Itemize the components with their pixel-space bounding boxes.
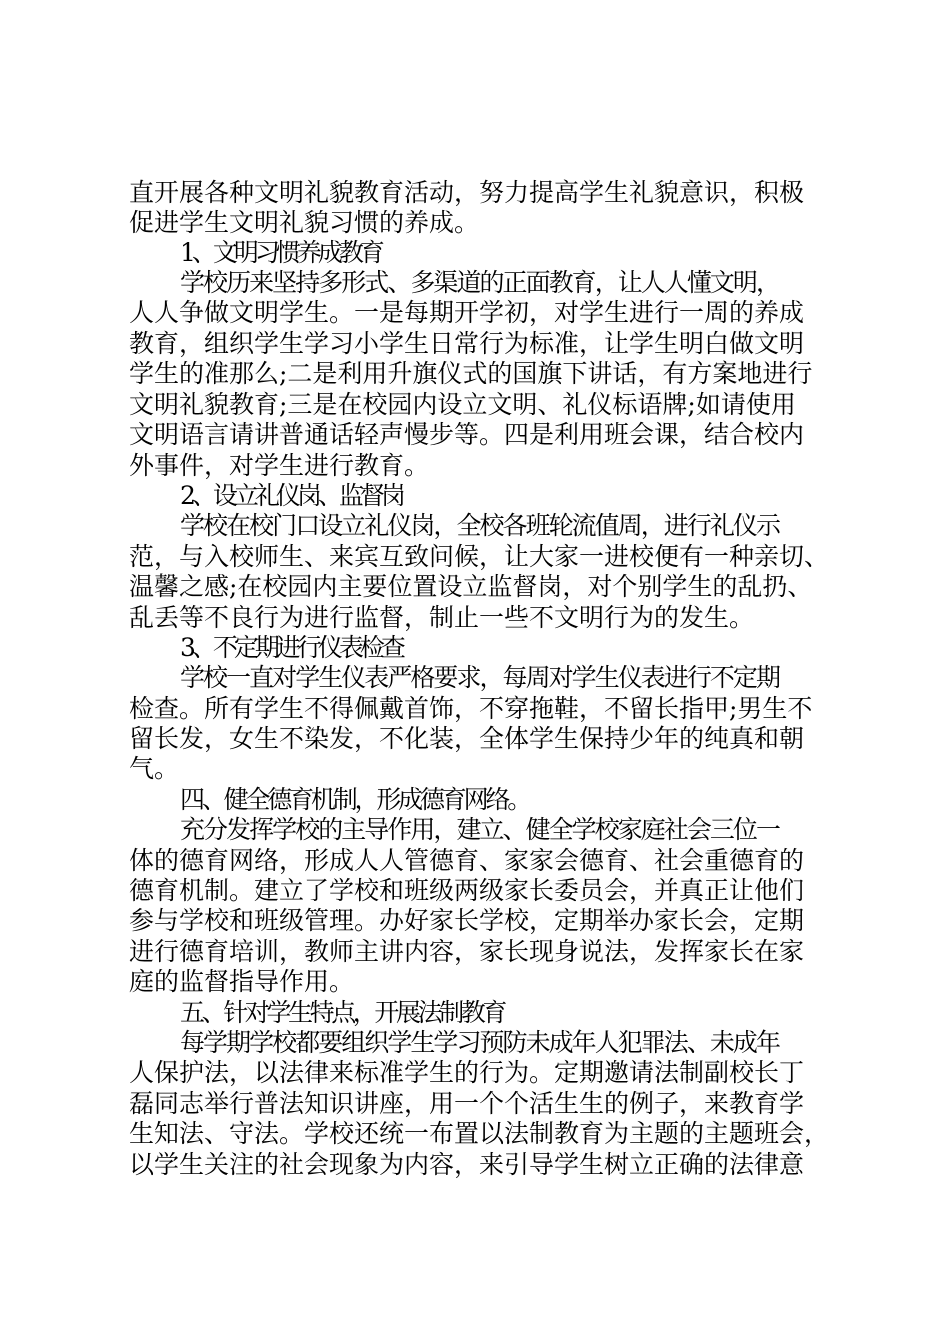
text-line: 外事件，对学生进行教育。 [129,451,430,480]
text-line: 生知法、守法。学校还统一布置以法制教育为主题的主题班会， [129,1119,830,1148]
text-line: 气。 [129,754,180,783]
section-heading: 五、针对学生特点，开展法制教育 [180,998,505,1027]
text-line: 庭的监督指导作用。 [129,967,355,996]
text-line: 体的德育网络，形成人人管德育、家家会德育、社会重德育的 [129,846,805,875]
text-line: 直开展各种文明礼貌教育活动，努力提高学生礼貌意识，积极 [129,178,805,207]
text-line: 参与学校和班级管理。办好家长学校，定期举办家长会，定期 [129,906,805,935]
text-line: 学校一直对学生仪表严格要求，每周对学生仪表进行不定期 [180,663,780,692]
text-line: 每学期学校都要组织学生学习预防未成年人犯罪法、未成年 [180,1028,780,1057]
text-line: 以学生关注的社会现象为内容，来引导学生树立正确的法律意 [129,1150,805,1179]
text-line: 促进学生文明礼貌习惯的养成。 [129,208,480,237]
text-line: 人人争做文明学生。一是每期开学初，对学生进行一周的养成 [129,298,805,327]
section-heading: 1、文明习惯养成教育 [180,238,381,267]
text-line: 德育机制。建立了学校和班级两级家长委员会，并真正让他们 [129,876,805,905]
text-line: 学生的准那么;二是利用升旗仪式的国旗下讲话，有方案地进行 [129,359,813,388]
text-line: 乱丢等不良行为进行监督，制止一些不文明行为的发生。 [129,603,755,632]
text-line: 文明礼貌教育;三是在校园内设立文明、礼仪标语牌;如请使用 [129,390,796,419]
text-line: 进行德育培训，教师主讲内容，家长现身说法，发挥家长在家 [129,937,805,966]
text-line: 教育，组织学生学习小学生日常行为标准，让学生明白做文明 [129,329,805,358]
text-line: 留长发，女生不染发，不化装，全体学生保持少年的纯真和朝 [129,724,805,753]
section-heading: 四、健全德育机制，形成德育网络。 [180,785,530,814]
text-line: 检查。所有学生不得佩戴首饰，不穿拖鞋，不留长指甲;男生不 [129,694,813,723]
text-line: 学校在校门口设立礼仪岗，全校各班轮流值周，进行礼仪示 [180,511,780,540]
text-line: 温馨之感;在校园内主要位置设立监督岗，对个别学生的乱扔、 [129,572,813,601]
section-heading: 2、设立礼仪岗、监督岗 [180,481,402,510]
text-line: 人保护法，以法律来标准学生的行为。定期邀请法制副校长丁 [129,1058,805,1087]
section-heading: 3、不定期进行仪表检查 [180,633,402,662]
text-line: 磊同志举行普法知识讲座，用一个个活生生的例子，来教育学 [129,1089,805,1118]
text-line: 范，与入校师生、来宾互致问候，让大家一进校便有一种亲切、 [129,542,830,571]
text-line: 充分发挥学校的主导作用，建立、健全学校家庭社会三位一 [180,815,780,844]
text-line: 文明语言请讲普通话轻声慢步等。四是利用班会课，结合校内 [129,420,805,449]
text-line: 学校历来坚持多形式、多渠道的正面教育，让人人懂文明， [180,268,780,297]
